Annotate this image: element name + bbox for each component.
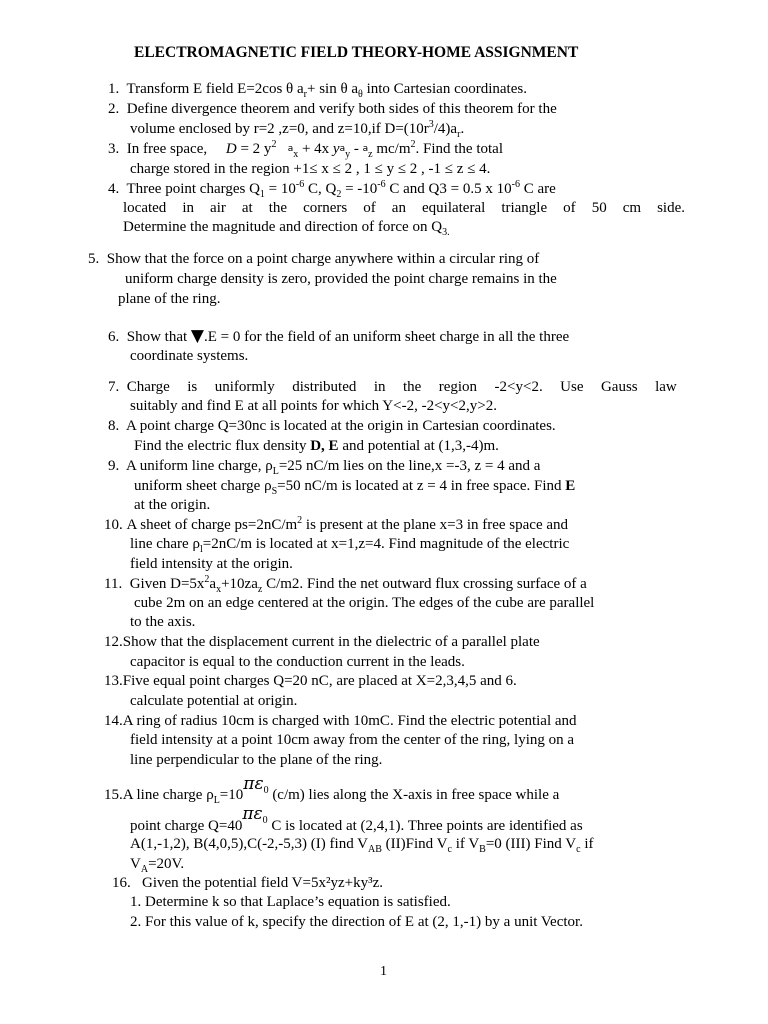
question-text-continued: to the axis. (130, 614, 196, 630)
question-number: 3. (108, 141, 120, 157)
question-text-continued: point charge $Q=40\pi\varepsilon_0$ C is located at (2,4,1). Three points are identified as (130, 804, 583, 834)
question-text: Given the potential field V=5x²yz+ky³z. (142, 875, 383, 891)
question-number: 9. (108, 458, 120, 474)
question-text: A sheet of charge $ps=2nC/m^2$ is present at the plane x=3 in free space and (126, 515, 569, 533)
sub-question: 1. Determine k so that Laplace’s equation is satisfied. (130, 894, 451, 910)
question-number: 1. (108, 81, 120, 97)
question-text-continued: $V_A=20V$. (130, 856, 185, 875)
question-number: 14. (104, 713, 123, 729)
question-text: In free space, D = 2 $y^2$ $a_x + 4x$ $ya_y - a_z$ $mc/m^2$. Find the total (126, 139, 503, 160)
question-text: Show that the force on a point charge anywhere within a circular ring of (106, 251, 540, 267)
question-text-continued: plane of the ring. (118, 291, 221, 307)
question-number: 5. (88, 251, 100, 267)
question-text-continued: located in air at the corners of an equilateral triangle of 50 cm side. (123, 200, 685, 216)
question-text-continued: suitably and find E at all points for which Y<-2, -2<y<2,y>2. (130, 398, 497, 414)
question-text-continued: field intensity at a point 10cm away from the center of the ring, lying on a (130, 732, 575, 748)
question-text-continued: Find the electric flux density D, E and potential at (1,3,-4)m. (134, 438, 499, 454)
question-number: 12. (104, 634, 123, 650)
question-number: 4. (108, 181, 120, 197)
question-text-continued: line chare $\rho_l=2nC/m$ is located at x=1,z=4. Find magnitude of the electric (130, 536, 570, 555)
question-text-continued: A(1,-1,2), B(4,0,5),C(-2,-5,3) (I) find $V_{AB}$ (II)Find $V_c$ if $V_B=0$ (III) Find $V_c$ if (130, 836, 594, 855)
question-number: 15. (104, 787, 123, 803)
question-text: A ring of radius 10cm is charged with 10mC. Find the electric potential and (122, 713, 577, 729)
question-text: Charge is uniformly distributed in the region -2<y<2. Use Gauss law (126, 379, 677, 395)
question-text: Show that ▼.E = 0 for the field of an uniform sheet charge in all the three (126, 326, 570, 346)
sub-question: 2. For this value of k, specify the direction of E at (2, 1,-1) by a unit Vector. (130, 914, 583, 930)
question-text: Transform E field E=2cos θ $a_r+ \sin \theta$ $a_\theta$ into Cartesian coordinates. (126, 81, 527, 100)
question-text-continued: cube 2m on an edge centered at the origin. The edges of the cube are parallel (134, 595, 595, 611)
question-text: A line charge $\rho_L=10\pi\varepsilon_0$ (c/m) lies along the X-axis in free space while a (122, 774, 560, 806)
question-text-continued: Determine the magnitude and direction of force on $Q_{3.}$ (123, 219, 450, 238)
question-number: 2. (108, 101, 120, 117)
question-text-continued: uniform charge density is zero, provided the point charge remains in the (125, 271, 557, 287)
page-number: 1 (380, 964, 387, 979)
question-number: 10. (104, 517, 123, 533)
question-text: Five equal point charges Q=20 nC, are placed at X=2,3,4,5 and 6. (122, 673, 517, 689)
question-text-continued: volume enclosed by r=2 ,z=0, and z=10,if $D=(10r^3/4)a_r$. (130, 119, 465, 140)
question-text-continued: coordinate systems. (130, 348, 249, 364)
question-number: 6. (108, 329, 120, 345)
question-number: 7. (108, 379, 120, 395)
question-text: Given $D=5x^2a_x+10za_z$ C/m2. Find the net outward flux crossing surface of a (129, 574, 587, 595)
question-text: Three point charges $Q_1 = 10^{-6}$ C, $Q_2 = -10^{-6}$ C and Q3 = 0.5 x $10^{-6}$ C are (126, 179, 556, 200)
question-text: A point charge Q=30nc is located at the origin in Cartesian coordinates. (125, 418, 556, 434)
question-text-continued: uniform sheet charge $\rho_S=50$ nC/m is located at z = 4 in free space. Find E (134, 478, 576, 497)
question-number: 13. (104, 673, 123, 689)
question-text: A uniform line charge, $\rho_L=25$ nC/m lies on the line,x =-3, z = 4 and a (125, 458, 541, 477)
question-text-continued: charge stored in the region +1≤ x ≤ 2 , 1 ≤ y ≤ 2 , -1 ≤ z ≤ 4. (130, 161, 491, 177)
question-number: 8. (108, 418, 120, 434)
question-text-continued: field intensity at the origin. (130, 556, 293, 572)
question-text-continued: line perpendicular to the plane of the ring. (130, 752, 383, 768)
question-text: Show that the displacement current in the dielectric of a parallel plate (122, 634, 540, 650)
question-1 (108, 80, 527, 98)
page-title: ELECTROMAGNETIC FIELD THEORY-HOME ASSIGNMENT (134, 44, 579, 61)
question-text-continued: calculate potential at origin. (130, 693, 298, 709)
question-number: 11. (104, 576, 123, 592)
question-text-continued: at the origin. (134, 497, 211, 513)
nabla-symbol: ▼ (190, 326, 204, 346)
question-text-continued: capacitor is equal to the conduction current in the leads. (130, 654, 465, 670)
question-number: 16. (112, 875, 131, 891)
question-text: Define divergence theorem and verify both sides of this theorem for the (126, 101, 557, 117)
